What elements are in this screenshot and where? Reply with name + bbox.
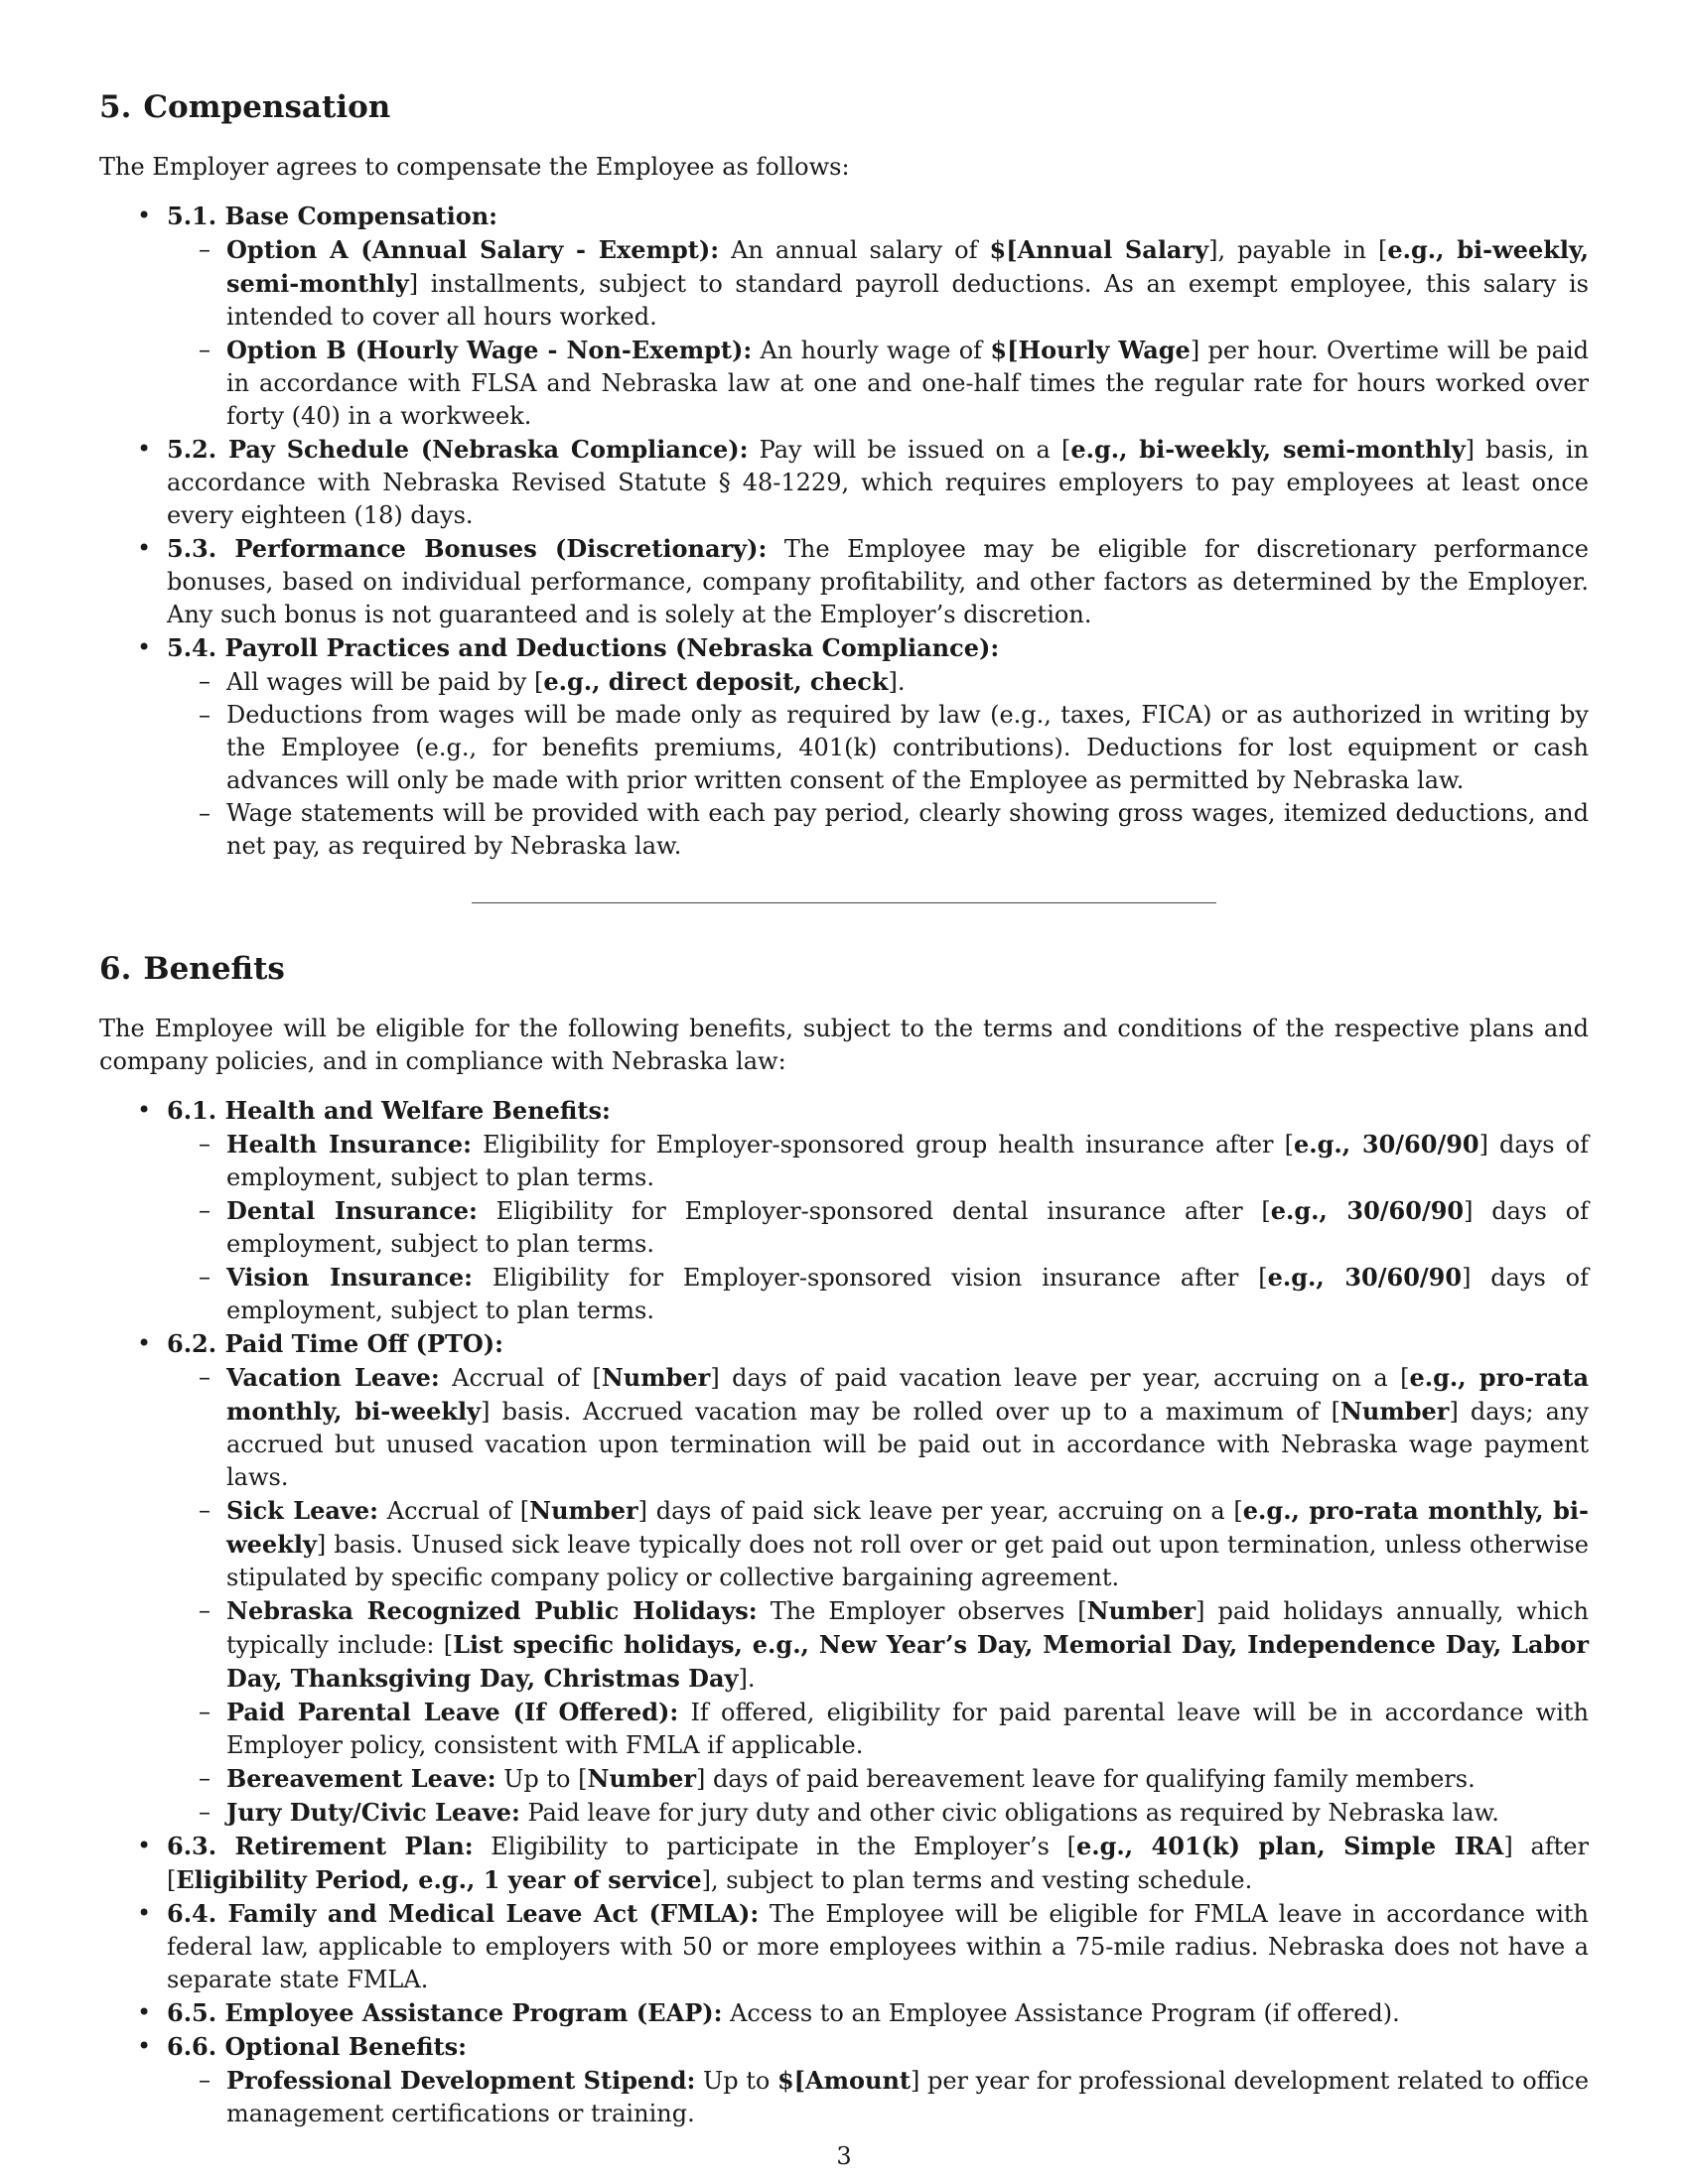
sub-item-jury-duty: – Jury Duty/Civic Leave: Paid leave for jury duty and other civic obligations as required by Nebraska law. [167, 1796, 1589, 1830]
list-item-5-1: • 5.1. Base Compensation: – Option A (Annual Salary - Exempt): An annual salary of $[Annual Salary], payable in [e.g., bi-weekly, semi-monthly] installments, subject to standard payroll deductions. As an exempt employee, this salary is intended to cover all hours worked. – Option B (Hourly Wage - Non-Exempt): An hourly wage of $[Hourly Wage] per hour. Overtime will be paid in accordance with FLSA and Nebraska law at one and one-half times the regular rate for hours worked over forty (40) in a workweek. [99, 200, 1589, 433]
sub-item-wage-statements: – Wage statements will be provided with each pay period, clearly showing gross wages, itemized deductions, and net pay, as required by Nebraska law. [167, 797, 1589, 863]
sub-item-option-b: – Option B (Hourly Wage - Non-Exempt): An hourly wage of $[Hourly Wage] per hour. Overtime will be paid in accordance with FLSA and Nebraska law at one and one-half times the regular rate for hours worked over forty (40) in a workweek. [167, 334, 1589, 433]
sub-item-dental-insurance: – Dental Insurance: Eligibility for Employer-sponsored dental insurance after [e.g., 30/60/90] days of employment, subject to plan terms. [167, 1194, 1589, 1261]
sub-item-vision-insurance: – Vision Insurance: Eligibility for Employer-sponsored vision insurance after [e.g., 30/60/90] days of employment, subject to plan terms. [167, 1261, 1589, 1327]
horizontal-divider [472, 902, 1216, 903]
section-5-list [99, 200, 1589, 863]
document-page [99, 85, 1589, 2130]
section-6-intro: The Employee will be eligible for the following benefits, subject to the terms and conditions of the respective plans and company policies, and in compliance with Nebraska law: [99, 1015, 1589, 1075]
list-item-6-3: • 6.3. Retirement Plan: Eligibility to participate in the Employer’s [e.g., 401(k) plan, Simple IRA] after [Eligibility Period, e.g., 1 year of service], subject to plan terms and vesting schedule. [99, 1830, 1589, 1897]
list-item-6-4: • 6.4. Family and Medical Leave Act (FMLA): The Employee will be eligible for FMLA leave in accordance with federal law, applicable to employers with 50 or more employees within a 75-mile radius. Nebraska does not have a separate state FMLA. [99, 1897, 1589, 1996]
sub-item-health-insurance: – Health Insurance: Eligibility for Employer-sponsored group health insurance after [e.g., 30/60/90] days of employment, subject to plan terms. [167, 1128, 1589, 1194]
list-item-5-4: • 5.4. Payroll Practices and Deductions (Nebraska Compliance): – All wages will be paid by [e.g., direct deposit, check]. – Deductions from wages will be made only as required by law (e.g., taxes, FICA) or as authorized in writing by the Employee (e.g., for benefits premiums, 401(k) contributions). Deductions for lost equipment or cash advances will only be made with prior written consent of the Employee as permitted by Nebraska law. – Wage statements will be provided with each pay period, clearly showing gross wages, itemized deductions, and net pay, as required by Nebraska law. [99, 631, 1589, 863]
list-item-6-5: • 6.5. Employee Assistance Program (EAP): Access to an Employee Assistance Program (if offered). [99, 1996, 1589, 2030]
sub-item-bereavement-leave: – Bereavement Leave: Up to [Number] days of paid bereavement leave for qualifying family members. [167, 1762, 1589, 1796]
list-item-6-6: • 6.6. Optional Benefits: – Professional Development Stipend: Up to $[Amount] per year for professional development related to office management certifications or training. [99, 2030, 1589, 2130]
sub-item-wages-paid: – All wages will be paid by [e.g., direct deposit, check]. [167, 665, 1589, 699]
list-item-5-3: • 5.3. Performance Bonuses (Discretionary): The Employee may be eligible for discretionary performance bonuses, based on individual performance, company profitability, and other factors as determined by the Employer. Any such bonus is not guaranteed and is solely at the Employer’s discretion. [99, 532, 1589, 631]
sub-item-option-a: – Option A (Annual Salary - Exempt): An annual salary of $[Annual Salary], payable in [e.g., bi-weekly, semi-monthly] installments, subject to standard payroll deductions. As an exempt employee, this salary is intended to cover all hours worked. [167, 233, 1589, 334]
section-6-list [99, 1094, 1589, 2130]
section-5-heading: 5. Compensation [99, 89, 391, 125]
list-item-6-1: • 6.1. Health and Welfare Benefits: – Health Insurance: Eligibility for Employer-sponsored group health insurance after [e.g., 30/60/90] days of employment, subject to plan terms. – Dental Insurance: Eligibility for Employer-sponsored dental insurance after [e.g., 30/60/90] days of employment, subject to plan terms. – Vision Insurance: Eligibility for Employer-sponsored vision insurance after [e.g., 30/60/90] days of employment, subject to plan terms. [99, 1094, 1589, 1327]
sub-item-professional-development: – Professional Development Stipend: Up to $[Amount] per year for professional development related to office management certifications or training. [167, 2064, 1589, 2130]
sub-item-sick-leave: – Sick Leave: Accrual of [Number] days of paid sick leave per year, accruing on a [e.g., pro-rata monthly, bi-weekly] basis. Unused sick leave typically does not roll over or get paid out upon termination, unless otherwise stipulated by specific company policy or collective bargaining agreement. [167, 1494, 1589, 1594]
sub-item-parental-leave: – Paid Parental Leave (If Offered): If offered, eligibility for paid parental leave will be in accordance with Employer policy, consistent with FMLA if applicable. [167, 1696, 1589, 1762]
sub-item-vacation-leave: – Vacation Leave: Accrual of [Number] days of paid vacation leave per year, accruing on a [e.g., pro-rata monthly, bi-weekly] basis. Accrued vacation may be rolled over up to a maximum of [Number] days; any accrued but unused vacation upon termination will be paid out in accordance with Nebraska wage payment laws. [167, 1361, 1589, 1494]
section-6-heading: 6. Benefits [99, 951, 285, 987]
list-item-5-2: • 5.2. Pay Schedule (Nebraska Compliance): Pay will be issued on a [e.g., bi-weekly, semi-monthly] basis, in accordance with Nebraska Revised Statute § 48-1229, which requires employers to pay employees at least once every eighteen (18) days. [99, 433, 1589, 532]
page-number: 3 [836, 2142, 852, 2170]
list-item-6-2: • 6.2. Paid Time Off (PTO): – Vacation Leave: Accrual of [Number] days of paid vacation leave per year, accruing on a [e.g., pro-rata monthly, bi-weekly] basis. Accrued vacation may be rolled over up to a maximum of [Number] days; any accrued but unused vacation upon termination will be paid out in accordance with Nebraska wage payment laws. – Sick Leave: Accrual of [Number] days of paid sick leave per year, accruing on a [e.g., pro-rata monthly, bi-weekly] basis. Unused sick leave typically does not roll over or get paid out upon termination, unless otherwise stipulated by specific company policy or collective bargaining agreement. – Nebraska Recognized Public Holidays: The Employer observes [Number] paid holidays annually, which typically include: [List specific holidays, e.g., New Year’s Day, Memorial Day, Independence Day, Labor Day, Thanksgiving Day, Christmas Day]. – Paid Parental Leave (If Offered): If offered, eligibility for paid parental leave will be in accordance with Employer policy, consistent with FMLA if applicable. – Bereavement Leave: Up to [Number] days of paid bereavement leave for qualifying family members. – Jury Duty/Civic Leave: Paid leave for jury duty and other civic obligations as required by Nebraska law. [99, 1327, 1589, 1830]
sub-item-deductions: – Deductions from wages will be made only as required by law (e.g., taxes, FICA) or as authorized in writing by the Employee (e.g., for benefits premiums, 401(k) contributions). Deductions for lost equipment or cash advances will only be made with prior written consent of the Employee as permitted by Nebraska law. [167, 699, 1589, 797]
sub-item-public-holidays: – Nebraska Recognized Public Holidays: The Employer observes [Number] paid holidays annually, which typically include: [List specific holidays, e.g., New Year’s Day, Memorial Day, Independence Day, Labor Day, Thanksgiving Day, Christmas Day]. [167, 1594, 1589, 1696]
section-5-intro: The Employer agrees to compensate the Employee as follows: [99, 153, 850, 181]
